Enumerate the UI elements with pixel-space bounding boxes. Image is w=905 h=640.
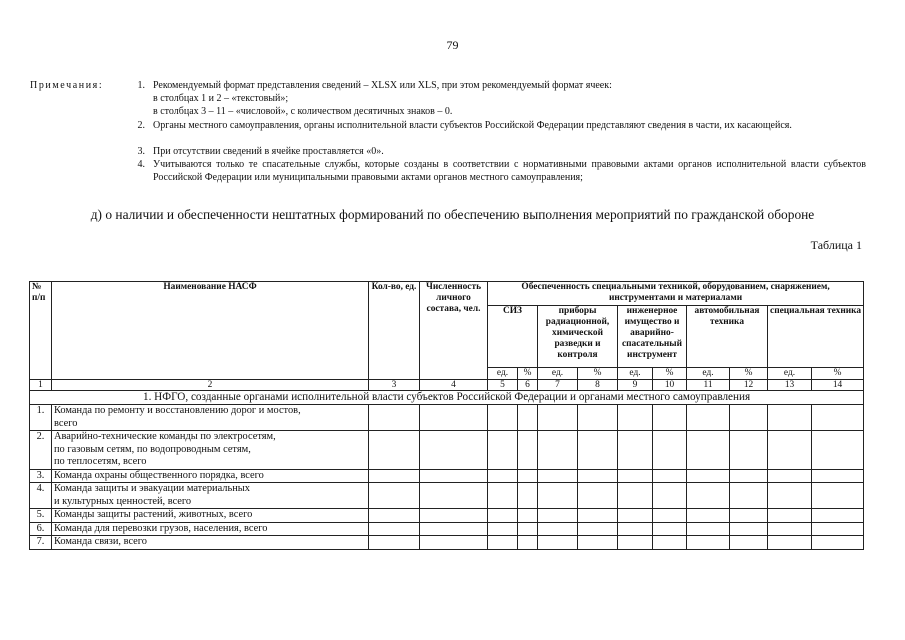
table-label: Таблица 1 bbox=[810, 238, 862, 252]
row-name-line: по теплосетям, всего bbox=[54, 456, 147, 467]
empty-cell bbox=[488, 483, 518, 509]
empty-cell bbox=[369, 509, 420, 523]
header-unit: ед. bbox=[768, 368, 812, 380]
table-row bbox=[30, 509, 864, 523]
note-text: Органы местного самоуправления, органы исполнительной власти субъектов Российской Федерации представляют сведения в части, их касающейся. bbox=[153, 120, 792, 131]
empty-cell bbox=[812, 522, 864, 536]
row-name-line: и культурных ценностей, всего bbox=[54, 495, 192, 507]
empty-cell bbox=[420, 469, 488, 483]
empty-cell bbox=[518, 536, 538, 550]
header-unit: ед. bbox=[687, 368, 730, 380]
note-number: 3. bbox=[137, 146, 145, 157]
page-number: 79 bbox=[446, 38, 459, 52]
empty-cell bbox=[687, 483, 730, 509]
column-number: 11 bbox=[687, 380, 730, 391]
empty-cell bbox=[653, 509, 687, 523]
empty-cell bbox=[768, 522, 812, 536]
empty-cell bbox=[578, 509, 618, 523]
empty-cell bbox=[420, 431, 488, 470]
column-number: 9 bbox=[618, 380, 653, 391]
table-row bbox=[30, 536, 864, 550]
section-title: д) о наличии и обеспеченности нештатных формирований по обеспечению выполнения мероприятий по гражданской обороне bbox=[90, 207, 815, 222]
row-name-line: по газовым сетям, по водопроводным сетям, bbox=[54, 443, 251, 455]
section-row-title: 1. НФГО, созданные органами исполнительной власти субъектов Российской Федерации и органами местного самоуправления bbox=[30, 391, 864, 405]
empty-cell bbox=[653, 431, 687, 470]
empty-cell bbox=[768, 536, 812, 550]
empty-cell bbox=[369, 469, 420, 483]
empty-cell bbox=[518, 522, 538, 536]
empty-cell bbox=[687, 405, 730, 431]
column-number: 6 bbox=[518, 380, 538, 391]
empty-cell bbox=[369, 483, 420, 509]
header-group-special: специальная техника bbox=[768, 306, 864, 368]
header-percent: % bbox=[730, 368, 768, 380]
header-group-devices: приборы радиационной, химической разведки и контроля bbox=[538, 306, 618, 368]
note-item-1 bbox=[133, 79, 866, 119]
note-number: 4. bbox=[137, 159, 145, 170]
row-name bbox=[52, 469, 369, 483]
empty-cell bbox=[578, 469, 618, 483]
note-text: Учитываются только те спасательные службы, которые созданы в соответствии с нормативными правовыми актами органов исполнительной власти субъектов Российской Федерации или муниципальными правовыми актами органов местного самоуправления; bbox=[153, 159, 866, 184]
empty-cell bbox=[488, 522, 518, 536]
table-row bbox=[30, 469, 864, 483]
empty-cell bbox=[768, 469, 812, 483]
empty-cell bbox=[812, 483, 864, 509]
note-number: 2. bbox=[137, 120, 145, 131]
empty-cell bbox=[538, 483, 578, 509]
column-number: 14 bbox=[812, 380, 864, 391]
header-group-engineering: инженерное имущество и аварийно-спасательный инструмент bbox=[618, 306, 687, 368]
empty-cell bbox=[420, 536, 488, 550]
row-number: 4. bbox=[30, 483, 52, 509]
row-name bbox=[52, 536, 369, 550]
empty-cell bbox=[812, 536, 864, 550]
header-unit: ед. bbox=[618, 368, 653, 380]
empty-cell bbox=[420, 509, 488, 523]
header-staff: Численность личного состава, чел. bbox=[420, 282, 488, 380]
empty-cell bbox=[618, 431, 653, 470]
empty-cell bbox=[730, 522, 768, 536]
empty-cell bbox=[488, 469, 518, 483]
empty-cell bbox=[618, 536, 653, 550]
row-number: 5. bbox=[30, 509, 52, 523]
row-name-line: Команды защиты растений, животных, всего bbox=[54, 509, 253, 520]
row-name bbox=[52, 483, 369, 509]
empty-cell bbox=[618, 469, 653, 483]
empty-cell bbox=[768, 509, 812, 523]
empty-cell bbox=[687, 509, 730, 523]
empty-cell bbox=[653, 536, 687, 550]
table-row bbox=[30, 483, 864, 509]
row-name bbox=[52, 405, 369, 431]
empty-cell bbox=[812, 405, 864, 431]
empty-cell bbox=[538, 522, 578, 536]
empty-cell bbox=[488, 536, 518, 550]
empty-cell bbox=[812, 431, 864, 470]
column-number: 2 bbox=[52, 380, 369, 391]
note-text: При отсутствии сведений в ячейке проставляется «0». bbox=[153, 146, 384, 157]
header-percent: % bbox=[578, 368, 618, 380]
empty-cell bbox=[687, 469, 730, 483]
empty-cell bbox=[488, 405, 518, 431]
row-name-line: Аварийно-технические команды по электросетям, bbox=[54, 431, 276, 442]
row-name-line: Команда по ремонту и восстановлению дорог и мостов, bbox=[54, 405, 301, 416]
row-number: 7. bbox=[30, 536, 52, 550]
note-text-line: в столбцах 3 – 11 – «числовой», с количеством десятичных знаков – 0. bbox=[153, 106, 453, 118]
row-name-line: Команда для перевозки грузов, населения, всего bbox=[54, 522, 268, 534]
empty-cell bbox=[518, 405, 538, 431]
empty-cell bbox=[369, 536, 420, 550]
empty-cell bbox=[420, 483, 488, 509]
row-number: 2. bbox=[30, 431, 52, 470]
header-percent: % bbox=[518, 368, 538, 380]
row-number: 3. bbox=[30, 469, 52, 483]
empty-cell bbox=[578, 431, 618, 470]
empty-cell bbox=[653, 522, 687, 536]
empty-cell bbox=[768, 483, 812, 509]
table-row bbox=[30, 522, 864, 536]
note-number: 1. bbox=[137, 80, 145, 91]
empty-cell bbox=[578, 405, 618, 431]
empty-cell bbox=[730, 431, 768, 470]
empty-cell bbox=[618, 483, 653, 509]
row-name-line: Команда охраны общественного порядка, всего bbox=[54, 469, 264, 481]
table-row bbox=[30, 405, 864, 431]
empty-cell bbox=[578, 522, 618, 536]
header-unit: ед. bbox=[488, 368, 518, 380]
empty-cell bbox=[730, 536, 768, 550]
ngfo-table bbox=[29, 281, 864, 550]
empty-cell bbox=[687, 431, 730, 470]
column-number: 8 bbox=[578, 380, 618, 391]
empty-cell bbox=[538, 431, 578, 470]
column-number: 1 bbox=[30, 380, 52, 391]
empty-cell bbox=[518, 483, 538, 509]
header-equipment: Обеспеченность специальными техникой, оборудованием, снаряжением, инструментами и материалами bbox=[488, 282, 864, 306]
empty-cell bbox=[538, 536, 578, 550]
column-number: 12 bbox=[730, 380, 768, 391]
column-number: 7 bbox=[538, 380, 578, 391]
empty-cell bbox=[369, 431, 420, 470]
empty-cell bbox=[518, 431, 538, 470]
column-number: 13 bbox=[768, 380, 812, 391]
header-percent: % bbox=[653, 368, 687, 380]
empty-cell bbox=[618, 509, 653, 523]
section-row bbox=[30, 391, 864, 405]
row-name bbox=[52, 522, 369, 536]
empty-cell bbox=[653, 483, 687, 509]
notes-label: Примечания: bbox=[30, 80, 104, 91]
column-number: 10 bbox=[653, 380, 687, 391]
row-name-line: всего bbox=[54, 417, 78, 429]
note-item-4 bbox=[133, 158, 866, 184]
empty-cell bbox=[488, 431, 518, 470]
empty-cell bbox=[538, 405, 578, 431]
empty-cell bbox=[420, 522, 488, 536]
column-number: 4 bbox=[420, 380, 488, 391]
row-name-line: Команда защиты и эвакуации материальных bbox=[54, 483, 250, 494]
header-group-siz: СИЗ bbox=[488, 306, 538, 368]
empty-cell bbox=[369, 522, 420, 536]
row-number: 6. bbox=[30, 522, 52, 536]
empty-cell bbox=[538, 469, 578, 483]
empty-cell bbox=[730, 405, 768, 431]
empty-cell bbox=[812, 469, 864, 483]
column-number: 5 bbox=[488, 380, 518, 391]
empty-cell bbox=[420, 405, 488, 431]
header-count: Кол-во, ед. bbox=[369, 282, 420, 380]
empty-cell bbox=[538, 509, 578, 523]
empty-cell bbox=[618, 405, 653, 431]
empty-cell bbox=[518, 509, 538, 523]
header-unit: ед. bbox=[538, 368, 578, 380]
empty-cell bbox=[578, 483, 618, 509]
header-group-vehicles: автомобильная техника bbox=[687, 306, 768, 368]
empty-cell bbox=[768, 405, 812, 431]
note-item-3 bbox=[133, 145, 866, 158]
empty-cell bbox=[653, 469, 687, 483]
empty-cell bbox=[730, 469, 768, 483]
empty-cell bbox=[578, 536, 618, 550]
note-text-line: Рекомендуемый формат представления сведений – XLSX или XLS, при этом рекомендуемый формат ячеек: bbox=[153, 80, 612, 91]
note-text-line: в столбцах 1 и 2 – «текстовый»; bbox=[153, 93, 289, 105]
empty-cell bbox=[518, 469, 538, 483]
empty-cell bbox=[369, 405, 420, 431]
column-number: 3 bbox=[369, 380, 420, 391]
empty-cell bbox=[687, 522, 730, 536]
header-num: № п/п bbox=[30, 282, 52, 380]
header-name: Наименование НАСФ bbox=[52, 282, 369, 380]
empty-cell bbox=[653, 405, 687, 431]
header-percent: % bbox=[812, 368, 864, 380]
row-name bbox=[52, 509, 369, 523]
empty-cell bbox=[730, 509, 768, 523]
empty-cell bbox=[812, 509, 864, 523]
empty-cell bbox=[730, 483, 768, 509]
empty-cell bbox=[618, 522, 653, 536]
empty-cell bbox=[768, 431, 812, 470]
note-item-2 bbox=[133, 119, 866, 132]
row-name bbox=[52, 431, 369, 470]
empty-cell bbox=[488, 509, 518, 523]
empty-cell bbox=[687, 536, 730, 550]
column-number-row bbox=[30, 380, 864, 391]
row-name-line: Команда связи, всего bbox=[54, 536, 147, 547]
table-row bbox=[30, 431, 864, 470]
row-number: 1. bbox=[30, 405, 52, 431]
